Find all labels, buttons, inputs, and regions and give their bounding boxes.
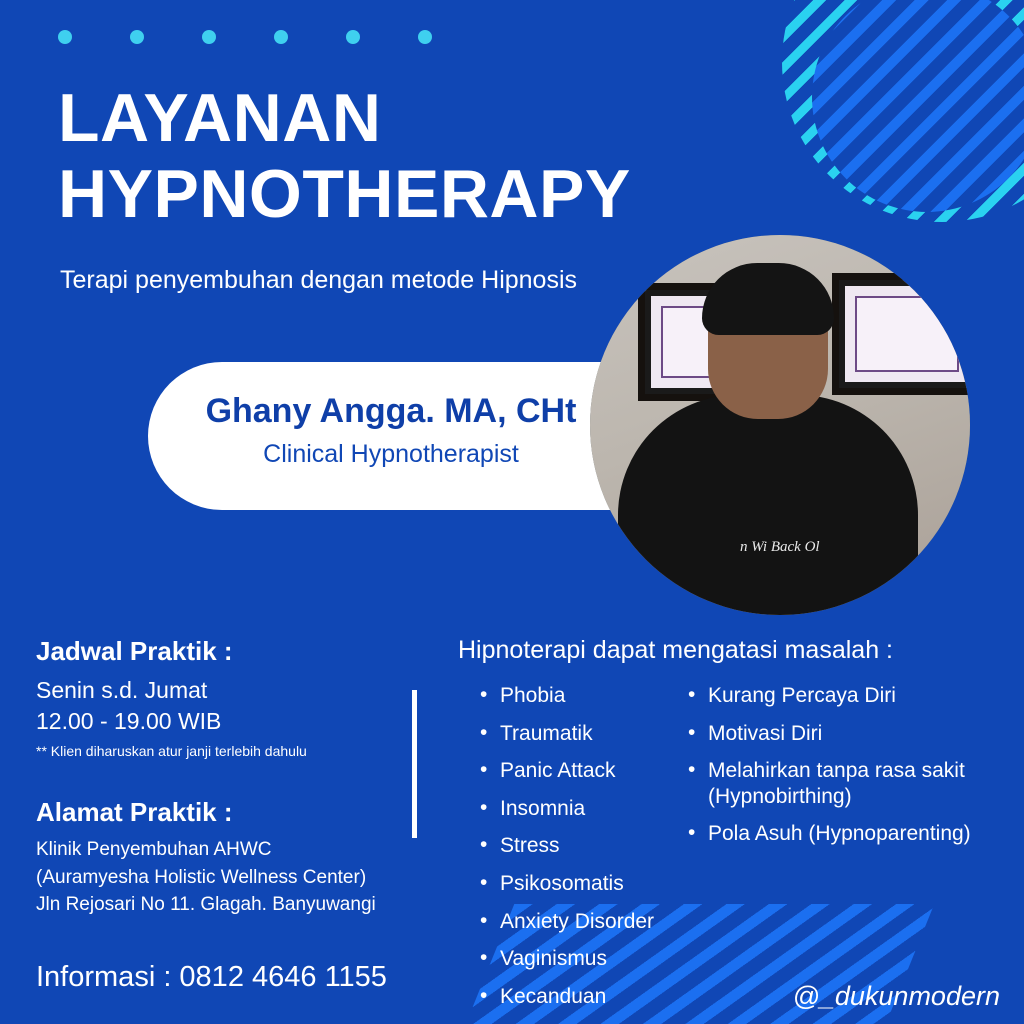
list-item: • Anxiety Disorder bbox=[480, 909, 688, 935]
dot-row-decoration bbox=[58, 30, 432, 44]
vertical-divider bbox=[412, 690, 417, 838]
list-item: • Panic Attack bbox=[480, 758, 688, 784]
therapist-name: Ghany Angga. MA, CHt bbox=[205, 392, 577, 430]
address-line-2: (Auramyesha Holistic Wellness Center) bbox=[36, 866, 367, 888]
page-title bbox=[58, 80, 631, 232]
therapist-photo bbox=[590, 235, 970, 615]
address-line-1: Klinik Penyembuhan AHWC bbox=[36, 839, 272, 861]
dot-icon bbox=[58, 30, 72, 44]
title-line-1: LAYANAN bbox=[58, 80, 382, 156]
social-handle: @_dukunmodern bbox=[792, 981, 1000, 1011]
list-item: • Psikosomatis bbox=[480, 871, 688, 897]
list-item: • Motivasi Diri bbox=[688, 721, 988, 747]
list-item: • Insomnia bbox=[480, 796, 688, 822]
dot-icon bbox=[346, 30, 360, 44]
list-item: • Kecanduan bbox=[480, 984, 688, 1010]
practice-info-column bbox=[36, 636, 396, 919]
problems-left-column bbox=[458, 683, 688, 1021]
problems-right-list bbox=[688, 683, 988, 847]
address-line-3: Jln Rejosari No 11. Glagah. Banyuwangi bbox=[36, 894, 376, 916]
address-block bbox=[36, 797, 396, 919]
shirt-text: n Wi Back Ol bbox=[740, 538, 820, 555]
top-right-inner-circle bbox=[812, 0, 1024, 212]
dot-icon bbox=[202, 30, 216, 44]
list-item: • Stress bbox=[480, 833, 688, 859]
top-right-striped-circle bbox=[782, 0, 1024, 222]
dot-icon bbox=[130, 30, 144, 44]
schedule-days: Senin s.d. Jumat bbox=[36, 677, 208, 703]
problems-column bbox=[458, 636, 998, 1021]
list-item: • Melahirkan tanpa rasa sakit (Hypnobirthing) bbox=[688, 758, 988, 809]
problems-title: Hipnoterapi dapat mengatasi masalah : bbox=[458, 636, 893, 664]
list-item: • Kurang Percaya Diri bbox=[688, 683, 988, 709]
schedule-hours: 12.00 - 19.00 WIB bbox=[36, 708, 222, 735]
list-item: • Pola Asuh (Hypnoparenting) bbox=[688, 821, 988, 847]
person-body bbox=[618, 395, 918, 615]
schedule-note: ** Klien diharuskan atur janji terlebih dahulu bbox=[36, 743, 307, 760]
certificate-paper bbox=[855, 296, 959, 372]
address-heading: Alamat Praktik : bbox=[36, 797, 233, 828]
therapist-role: Clinical Hypnotherapist bbox=[263, 440, 519, 468]
dot-icon bbox=[418, 30, 432, 44]
problems-left-list bbox=[480, 683, 688, 1009]
contact-info: Informasi : 0812 4646 1155 bbox=[36, 961, 387, 993]
page-subtitle: Terapi penyembuhan dengan metode Hipnosis bbox=[60, 266, 578, 294]
title-line-2: HYPNOTHERAPY bbox=[58, 156, 631, 233]
certificate-frame-right bbox=[832, 273, 970, 395]
schedule-heading: Jadwal Praktik : bbox=[36, 636, 233, 666]
list-item: • Traumatik bbox=[480, 721, 688, 747]
dot-icon bbox=[274, 30, 288, 44]
problems-right-column bbox=[688, 683, 988, 1021]
list-item: • Vaginismus bbox=[480, 946, 688, 972]
list-item: • Phobia bbox=[480, 683, 688, 709]
